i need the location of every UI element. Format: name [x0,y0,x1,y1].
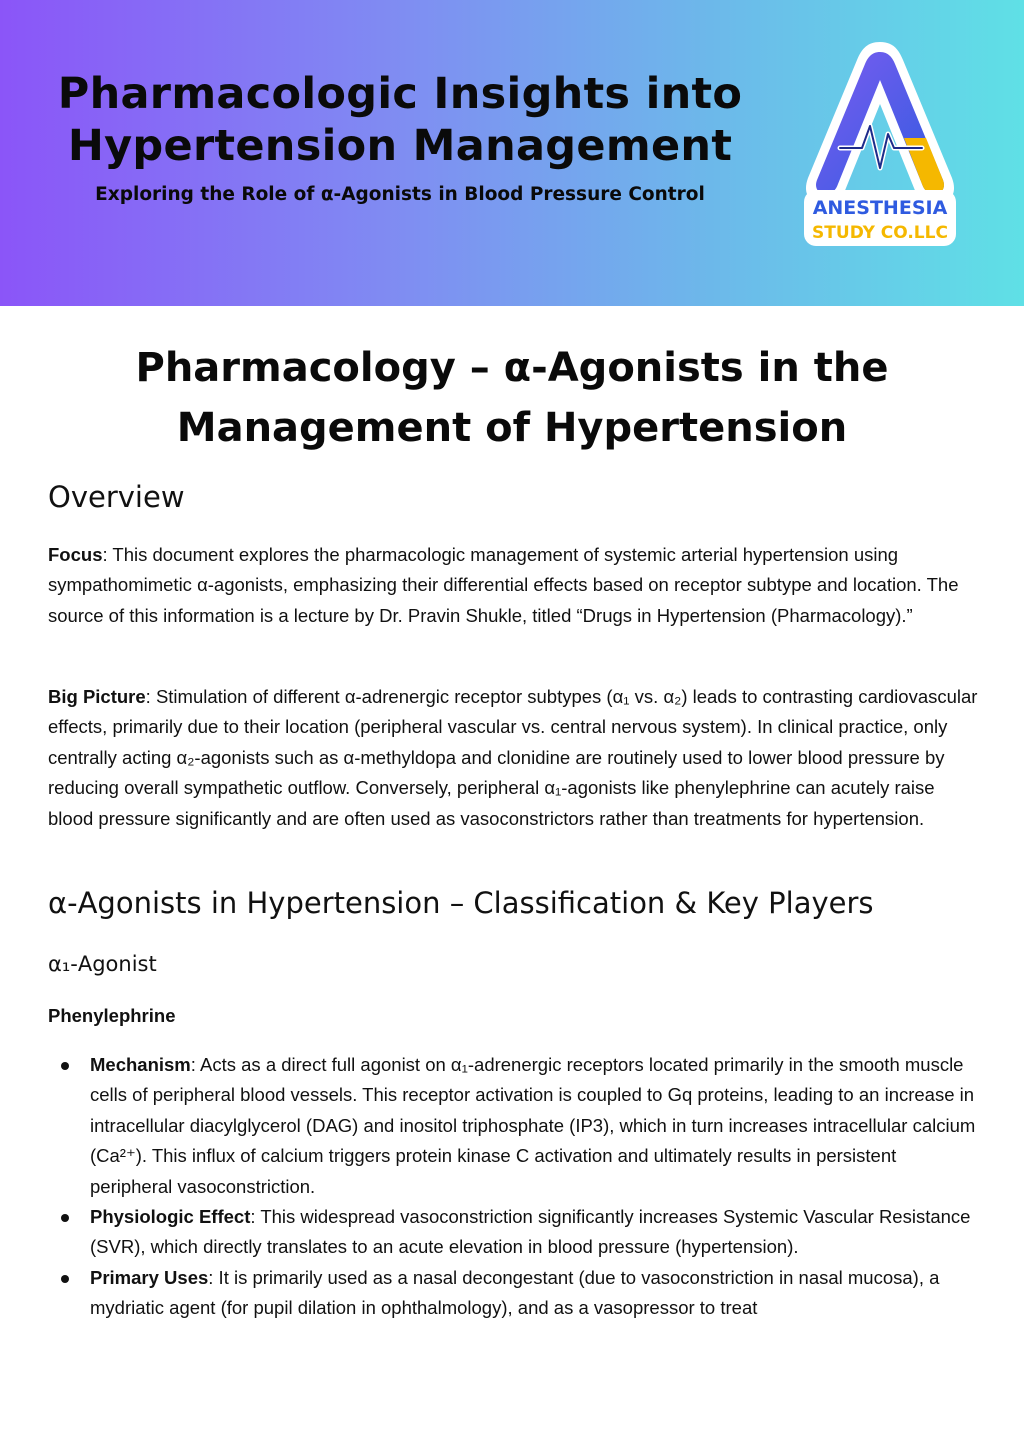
bullet-icon [61,1275,69,1283]
bullet-text: : Acts as a direct full agonist on α₁-adrenergic receptors located primarily in the smooth muscle cells of peripheral blood vessels. This receptor activation is coupled to Gq proteins, leading to an increase in intracellular diacylglycerol (DAG) and inositol triphosphate (IP3), which in turn increases intracellular calcium (Ca²⁺). This influx of calcium triggers protein kinase C activation and ultimately results in persistent peripheral vasoconstriction. [90,1054,976,1197]
logo-text-line2: STUDY CO.LLC [812,223,948,243]
drug-name-phenylephrine: Phenylephrine [48,1005,176,1026]
document-title: Pharmacology – α-Agonists in the Management of Hypertension [135,345,889,451]
alpha1-agonist-heading: α₁-Agonist [48,952,157,976]
focus-paragraph [48,540,978,631]
big-picture-paragraph [48,682,978,834]
header-banner [0,0,1024,306]
big-picture-text: : Stimulation of different α-adrenergic receptor subtypes (α₁ vs. α₂) leads to contrasting cardiovascular effects, primarily due to their location (peripheral vascular vs. central nervous system). In clinical practice, only centrally acting α₂-agonists such as α-methyldopa and clonidine are routinely used to lower blood pressure by reducing overall sympathetic outflow. Conversely, peripheral α₁-agonists like phenylephrine can acutely raise blood pressure significantly and are often used as vasoconstrictors rather than treatments for hypertension. [48,686,978,829]
focus-text: : This document explores the pharmacologic management of systemic arterial hypertension using sympathomimetic α-agonists, emphasizing their differential effects based on receptor subtype and location. The source of this information is a lecture by Dr. Pravin Shukle, titled “Drugs in Hypertension (Pharmacology).” [48,544,959,626]
focus-label: Focus [48,544,103,565]
bullet-label: Primary Uses [90,1266,209,1288]
anesthesia-study-logo [800,38,960,250]
list-item [48,1263,978,1324]
classification-heading: α-Agonists in Hypertension – Classification & Key Players [48,886,874,920]
list-item [48,1202,978,1263]
bullet-label: Mechanism [90,1054,191,1075]
bullet-icon [61,1214,69,1222]
banner-subtitle: Exploring the Role of α-Agonists in Blood Pressure Control [95,184,705,205]
bullet-text: : This widespread vasoconstriction significantly increases Systemic Vascular Resistance (SVR), which directly translates to an acute elevation in blood pressure (hypertension). [90,1206,971,1258]
banner-title: Pharmacologic Insights into Hypertension Management [57,69,743,171]
bullet-icon [61,1062,69,1070]
bullet-label: Physiologic Effect [90,1206,251,1228]
phenylephrine-bullet-list [48,1050,978,1324]
big-picture-label: Big Picture [48,686,146,707]
logo-text-line1: ANESTHESIA [812,197,948,219]
list-item [48,1050,978,1202]
bullet-text: : It is primarily used as a nasal decongestant (due to vasoconstriction in nasal mucosa), a mydriatic agent (for pupil dilation in ophthalmology), and as a vasopressor to treat [90,1266,940,1319]
overview-heading: Overview [48,480,185,514]
